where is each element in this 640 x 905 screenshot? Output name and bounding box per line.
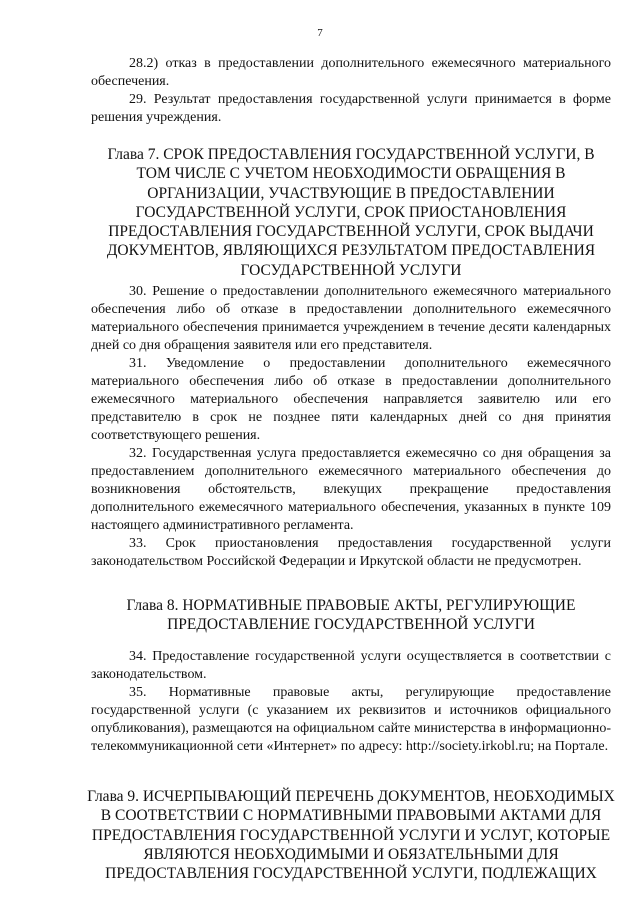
paragraph-31: 31. Уведомление о предоставлении дополнительного ежемесячного материального обеспечения либо об отказе в предоставлении дополнительного ежемесячного материального обеспечения направляется заявителю или его представителю в срок не позднее пяти календарных дней со дня принятия соответствующего решения.: [91, 356, 611, 443]
paragraph-28-2: 28.2) отказ в предоставлении дополнительного ежемесячного материального обеспечения.: [91, 56, 611, 89]
paragraph-33: 33. Срок приостановления предоставления государственной услуги законодательством Российской Федерации и Иркутской области не предусмотрен.: [91, 536, 611, 569]
chapter-9-heading: Глава 9. ИСЧЕРПЫВАЮЩИЙ ПЕРЕЧЕНЬ ДОКУМЕНТОВ, НЕОБХОДИМЫХ В СООТВЕТСТВИИ С НОРМАТИВНЫМИ ПРАВОВЫМИ АКТАМИ ДЛЯ ПРЕДОСТАВЛЕНИЯ ГОСУДАРСТВЕННОЙ УСЛУГИ И УСЛУГ, КОТОРЫЕ ЯВЛЯЮТСЯ НЕОБХОДИМЫМИ И ОБЯЗАТЕЛЬНЫМИ ДЛЯ ПРЕДОСТАВЛЕНИЯ ГОСУДАРСТВЕННОЙ УСЛУГИ, ПОДЛЕЖАЩИХ: [87, 788, 615, 883]
paragraph-32: 32. Государственная услуга предоставляется ежемесячно со дня обращения за предоставлением дополнительного ежемесячного материального обеспечения до возникновения обстоятельств, влекущих прекращение предоставления дополнительного ежемесячного материального обеспечения, указанных в пункте 109 настоящего административного регламента.: [91, 446, 611, 533]
paragraph-34: 34. Предоставление государственной услуги осуществляется в соответствии с законодательством.: [91, 649, 611, 682]
chapter-8-body: [91, 648, 611, 756]
paragraph-30: 30. Решение о предоставлении дополнительного ежемесячного материального обеспечения либо об отказе в предоставлении дополнительного ежемесячного материального обеспечения принимается учреждением в течение десяти календарных дней со дня обращения заявителя или его представителя.: [91, 284, 611, 353]
chapter-8-heading: Глава 8. НОРМАТИВНЫЕ ПРАВОВЫЕ АКТЫ, РЕГУЛИРУЮЩИЕ ПРЕДОСТАВЛЕНИЕ ГОСУДАРСТВЕННОЙ УСЛУГИ: [126, 597, 576, 634]
page-number: 7: [317, 27, 323, 39]
paragraph-29: 29. Результат предоставления государственной услуги принимается в форме решения учреждения.: [91, 92, 611, 125]
intro-block: [91, 55, 611, 127]
chapter-7-body: [91, 283, 611, 571]
chapter-7-heading: Глава 7. СРОК ПРЕДОСТАВЛЕНИЯ ГОСУДАРСТВЕННОЙ УСЛУГИ, В ТОМ ЧИСЛЕ С УЧЕТОМ НЕОБХОДИМОСТИ ОБРАЩЕНИЯ В ОРГАНИЗАЦИИ, УЧАСТВУЮЩИЕ В ПРЕДОСТАВЛЕНИИ ГОСУДАРСТВЕННОЙ УСЛУГИ, СРОК ПРИОСТАНОВЛЕНИЯ ПРЕДОСТАВЛЕНИЯ ГОСУДАРСТВЕННОЙ УСЛУГИ, СРОК ВЫДАЧИ ДОКУМЕНТОВ, ЯВЛЯЮЩИХСЯ РЕЗУЛЬТАТОМ ПРЕДОСТАВЛЕНИЯ ГОСУДАРСТВЕННОЙ УСЛУГИ: [106, 146, 596, 279]
paragraph-35: 35. Нормативные правовые акты, регулирующие предоставление государственной услуги (с указанием их реквизитов и источников официального опубликования), размещаются на официальном сайте министерства в информационно-телекоммуникационной сети «Интернет» по адресу: http://society.irkobl.ru; на Портале.: [91, 685, 611, 754]
